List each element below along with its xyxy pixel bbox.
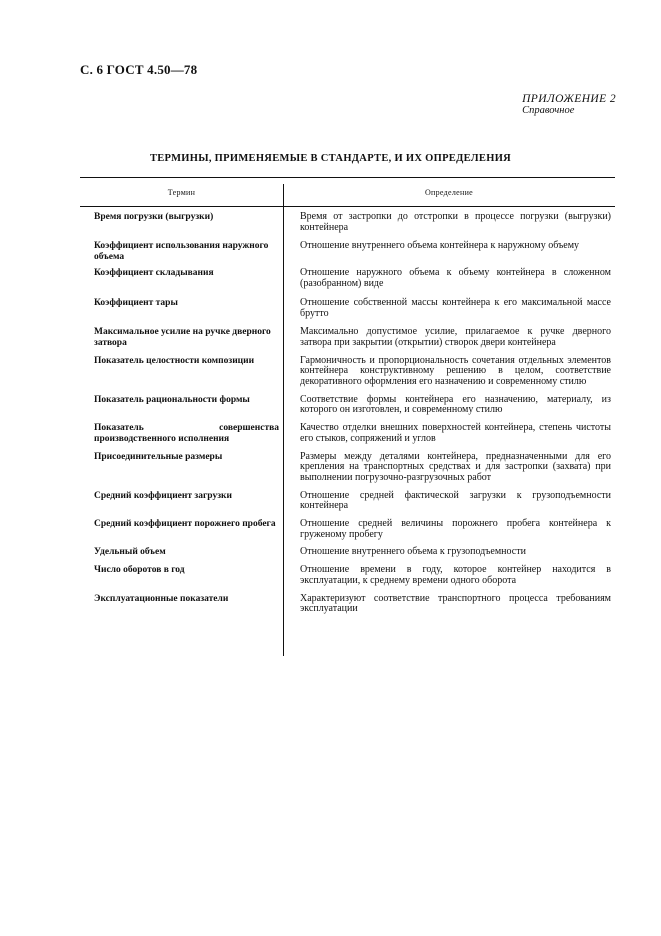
term-cell: Показатель рациональности формы: [94, 394, 250, 405]
definition-cell: Отношение внутреннего объема контейнера к наружному объему: [300, 240, 580, 252]
term-cell: Коэффициент использования наружного объема: [94, 241, 269, 262]
term-cell: Средний коэффициент порожнего пробега: [94, 519, 276, 530]
definition-cell: Время от застропки до отстропки в процессе погрузки (выгрузки) контейнера: [300, 211, 611, 233]
table-row: [80, 327, 615, 348]
page-header: С. 6 ГОСТ 4.50—78: [80, 62, 198, 77]
appendix-subtitle: Справочное: [522, 105, 575, 116]
table-row: [80, 356, 615, 388]
table-row: [80, 547, 615, 558]
term-cell: Коэффициент тары: [94, 297, 178, 308]
table-row: [80, 268, 615, 289]
table-row: [80, 212, 615, 233]
definition-cell: Характеризуют соответствие транспортного процесса требованиям эксплуатации: [300, 592, 611, 615]
definition-cell: Соответствие формы контейнера его назначению, материалу, из которого он изготовлен, и современному стилю: [300, 393, 611, 416]
column-header-term: Термин: [167, 187, 196, 197]
document-title: ТЕРМИНЫ, ПРИМЕНЯЕМЫЕ В СТАНДАРТЕ, И ИХ ОПРЕДЕЛЕНИЯ: [149, 153, 512, 164]
table-row: [80, 298, 615, 319]
definition-cell: Отношение времени в году, которое контейнер находится в эксплуатации, к среднему времени одного оборота: [300, 564, 611, 586]
table-row: [80, 491, 615, 512]
table-row: [80, 519, 615, 540]
table-row: [80, 452, 615, 484]
term-cell: Эксплуатационные показатели: [94, 593, 229, 604]
definition-cell: Гармоничность и пропорциональность сочетания отдельных элементов контейнера конструктивному решению в целом, соответствие декоративного оформления его назначению и современному стилю: [300, 354, 611, 388]
term-cell: Показатель целостности композиции: [94, 355, 255, 366]
table-row: [80, 594, 615, 615]
definition-cell: Размеры между деталями контейнера, предназначенными для его крепления на транспортных средствах и для застропки (захвата) при выполнении погрузочно-разгрузочных работ: [300, 450, 611, 483]
term-cell: Присоединительные размеры: [94, 451, 223, 462]
definition-cell: Отношение внутреннего объема к грузоподъемности: [300, 546, 526, 558]
table-row: [80, 241, 615, 262]
term-cell: Число оборотов в год: [94, 565, 185, 576]
appendix-title: ПРИЛОЖЕНИЕ 2: [522, 93, 616, 105]
term-cell: Показатель совершенства производственного исполнения: [94, 423, 279, 444]
definition-cell: Отношение наружного объема к объему контейнера в сложенном (разобранном) виде: [300, 267, 611, 290]
definition-cell: Отношение собственной массы контейнера к его максимальной массе брутто: [300, 296, 611, 319]
definition-cell: Отношение средней величины порожнего пробега контейнера к груженому пробегу: [300, 518, 611, 540]
term-cell: Удельный объем: [94, 547, 166, 558]
table-body: [80, 212, 615, 615]
appendix-label: [522, 93, 616, 117]
definition-cell: Максимально допустимое усилие, прилагаемое к ручке дверного затвора при закрытии (открытии) створок двери контейнера: [300, 326, 611, 348]
definition-cell: Качество отделки внешних поверхностей контейнера, степень чистоты его стыков, сопряжений и углов: [300, 422, 611, 444]
term-cell: Средний коэффициент загрузки: [94, 490, 232, 501]
definition-cell: Отношение средней фактической загрузки к грузоподъемности контейнера: [300, 489, 611, 512]
column-divider: [283, 184, 284, 656]
terms-table: [80, 177, 615, 615]
term-cell: Коэффициент складывания: [94, 268, 214, 279]
term-cell: Время погрузки (выгрузки): [94, 212, 214, 222]
column-header-definition: Определение: [424, 187, 474, 197]
term-cell: Максимальное усилие на ручке дверного затвора: [94, 327, 271, 348]
table-row: [80, 395, 615, 416]
table-row: [80, 423, 615, 444]
table-row: [80, 565, 615, 586]
table-header: [80, 177, 615, 207]
